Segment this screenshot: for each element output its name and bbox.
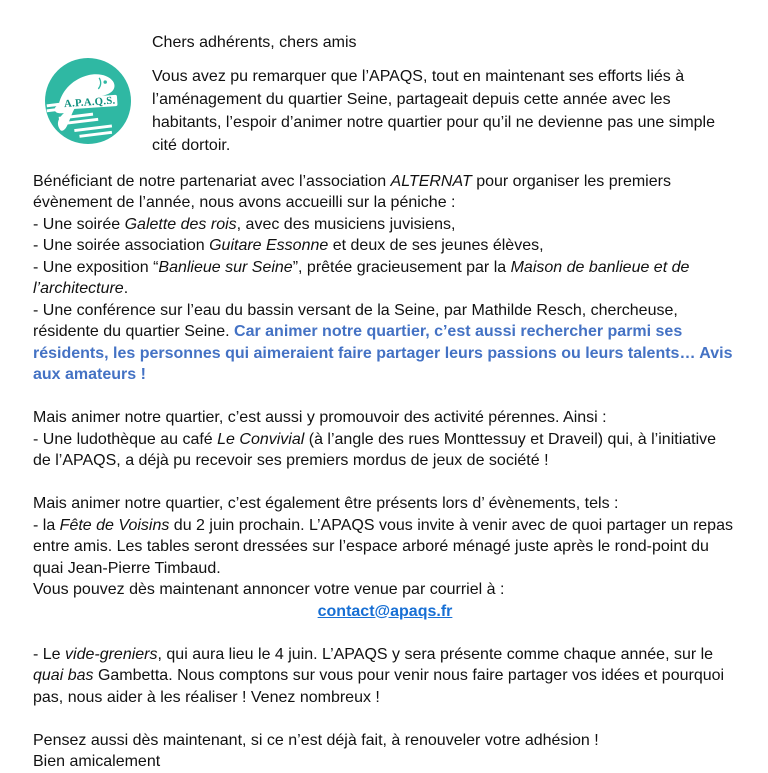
text-run: Maison de banlieue et de l’architecture [33, 258, 690, 297]
intro-paragraph: Vous avez pu remarquer que l’APAQS, tout en maintenant ses efforts liés à l’aménagement du quartier Seine, partageait depuis cette année avec les habitants, l’espoir d’animer notre quartier pour qu’il ne devienne pas une simple cité dortoir. [152, 67, 715, 154]
text-run: Mais animer notre quartier, c’est également être présents lors d’ évènements, tels : [33, 495, 619, 512]
text-run: Gambetta. Nous comptons sur vous pour venir nous faire partager vos idées et pourquoi pas, nous aider à les réaliser ! Venez nombreux ! [33, 667, 725, 706]
text-run: - Une ludothèque au café [33, 430, 218, 448]
text-run: ”, prêtée gracieusement par la [292, 258, 511, 276]
paragraph [33, 214, 737, 236]
text-run: quai bas [33, 667, 94, 684]
text-run: Fête de Voisins [59, 516, 170, 534]
email-link[interactable]: contact@apaqs.fr [317, 602, 453, 620]
paragraph [33, 515, 737, 580]
header-text [152, 32, 737, 157]
paragraph [33, 235, 737, 257]
text-run: Bénéficiant de notre partenariat avec l’association [33, 172, 391, 190]
text-run: - Une soirée [33, 215, 125, 233]
paragraph [33, 601, 737, 623]
paragraph [33, 171, 737, 214]
logo-column [0, 32, 152, 157]
paragraph [33, 644, 737, 709]
text-run: Mais animer notre quartier, c’est aussi y promouvoir des activité pérennes. Ainsi : [33, 409, 607, 426]
text-run: vide-greniers [65, 645, 158, 663]
text-run: - la [33, 516, 60, 534]
paragraph [33, 730, 737, 752]
text-run: Car animer notre quartier, c’est aussi rechercher parmi ses résidents, les personnes qui aimeraient faire partager leurs passions ou leurs talents… Avis aux amateurs ! [33, 323, 733, 383]
text-run: , avec des musiciens juvisiens, [236, 215, 456, 233]
document-body [33, 171, 737, 773]
text-run: Banlieue sur Seine [158, 258, 293, 276]
apaqs-fish-logo [45, 58, 131, 144]
paragraph [33, 751, 737, 773]
text-run: Vous pouvez dès maintenant annoncer votre venue par courriel à : [33, 581, 505, 598]
text-run: (à l’angle des rues Monttessuy et Draveil) qui, à l’initiative de l’APAQS, a déjà pu recevoir ses premiers mordus de jeux de société ! [33, 430, 717, 469]
text-run: Pensez aussi dès maintenant, si ce n’est déjà fait, à renouveler votre adhésion ! [33, 731, 599, 749]
text-run: et deux de ses jeunes élèves, [328, 237, 544, 254]
text-run: ALTERNAT [390, 172, 472, 190]
text-run: Galette des rois [124, 215, 237, 233]
text-run: du 2 juin prochain. L’APAQS vous invite à venir avec de quoi partager un repas entre amis. Les tables seront dressées sur l’espace arboré ménagé juste après le rond-point du quai Jean-Pierre Timbaud. [33, 516, 733, 577]
paragraph [33, 493, 737, 515]
text-run: . [123, 280, 129, 297]
paragraph [33, 257, 737, 300]
text-run: - Le [33, 645, 66, 663]
text-run: pour organiser les premiers évènement de l’année, nous avons accueilli sur la péniche : [33, 172, 671, 211]
text-run: - Une exposition “ [33, 258, 159, 276]
paragraph [33, 300, 737, 386]
text-run: - Une conférence sur l’eau du bassin versant de la Seine, par Mathilde Resch, chercheuse, résidente du quartier Seine. [33, 301, 678, 340]
salutation: Chers adhérents, chers amis [152, 34, 357, 51]
logo-acronym: A.P.A.Q.S. [63, 94, 116, 111]
text-run: Le Convivial [217, 430, 305, 448]
text-run: - Une soirée association [33, 237, 210, 254]
paragraph [33, 429, 737, 472]
paragraph [33, 407, 737, 429]
text-run: Guitare Essonne [209, 237, 329, 254]
header [0, 32, 768, 157]
text-run: Bien amicalement [33, 753, 161, 770]
text-run: , qui aura lieu le 4 juin. L’APAQS y sera présente comme chaque année, sur le [157, 645, 714, 663]
paragraph [33, 579, 737, 601]
